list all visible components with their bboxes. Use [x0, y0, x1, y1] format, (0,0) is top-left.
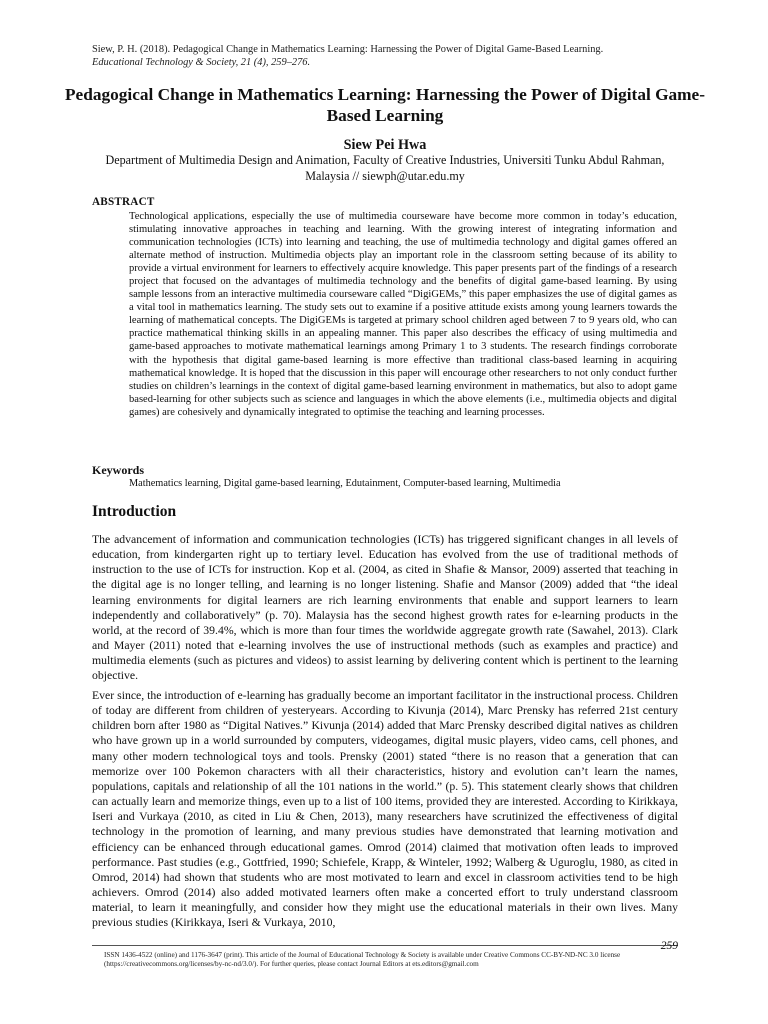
body-paragraph: The advancement of information and communication technologies (ICTs) has triggered significant changes in all levels of education, from kindergarten right up to tertiary level. Education has evolved from the use of traditional methods of instruction to the use of ICTs for instruction. Kop et al. (2004, as cited in Shafie & Mansor, 2009) asserted that teaching in the digital age is no longer telling, and learning is no longer listening. Shafie and Mansor (2009) added that “the ideal learning environments for digital learners are rich learning environments that enable and support learners to learn independently and collaboratively” (p. 70). Malaysia has the second highest growth rates for e-learning products in the world, at the record of 39.4%, which is more than four times the worldwide aggregate growth rate (Sawahel, 2013). Clark and Mayer (2011) noted that e-learning involves the use of instructional methods (such as examples and practice) and multimedia elements (such as pictures and videos) to assist learning by delivering content which is pertinent to the learning objective. [92, 533, 678, 683]
abstract-heading: ABSTRACT [92, 196, 155, 208]
citation-line: Siew, P. H. (2018). Pedagogical Change in Mathematics Learning: Harnessing the Power of Digital Game-Based Learning. [92, 44, 604, 55]
footer-divider [92, 945, 678, 946]
abstract-text: Technological applications, especially the use of multimedia courseware have become more common in today’s education, stimulating innovative approaches in teaching and learning. With the growing interest of integrating information and communication technologies (ICTs) into learning and teaching, the use of multimedia technology and digital games offered an alternate method of instruction. Multimedia objects play an important role in the classroom setting because of its ability to provide a virtual environment for learners to effectively acquire knowledge. This paper presents part of the findings of a research project that focused on the advantages of multimedia technology and the benefits of digital game-based learning. By using sample lessons from an interactive multimedia courseware called “DigiGEMs,” this paper emphasizes the use of digital games as a vital tool in mathematics learning. The study sets out to examine if a positive attitude exists among young learners towards the learning of mathematical concepts. The DigiGEMs is targeted at primary school children aged between 7 to 9 years old, who can practice mathematical thinking skills in an appealing manner. This paper also describes the efficacy of using multimedia and game-based approaches to motivate mathematical learnings among Primary 1 to 3 students. The research findings corroborate with the hypothesis that digital game-based learning is more effective than traditional class-based learning in acquiring mathematical knowledge. It is hoped that the discussion in this paper will encourage other researchers to not only conduct further studies on children’s learnings in the context of digital game-based learning environment in mathematics, but also to adopt game based-learning for other subjects such as science and languages in which the above elements (i.e., multimedia objects and digital games) are cohesively and dynamically integrated to optimise the teaching and learning processes. [129, 211, 677, 418]
paper-title: Pedagogical Change in Mathematics Learning: Harnessing the Power of Digital Game-Based Learning [65, 85, 705, 125]
author-affiliation: Department of Multimedia Design and Animation, Faculty of Creative Industries, Universiti Tunku Abdul Rahman, Malaysia // siewph@utar.edu.my [105, 153, 665, 183]
keywords-text: Mathematics learning, Digital game-based learning, Edutainment, Computer-based learning, Multimedia [129, 478, 561, 489]
body-paragraph: Ever since, the introduction of e-learning has gradually become an important facilitator in the instructional process. Children of today are different from children of yesteryears. According to Kivunja (2014), Marc Prensky has referred 21st century children born after 1980 as “Digital Natives.” Kivunja (2014) added that Marc Prensky described digital natives as children who have grown up in a world surrounded by computers, videogames, digital music players, video cams, cell phones, and many other modern technological toys and tools. Prensky (2001) stated “there is no reason that a generation that can memorize over 100 Pokemon characters with all their characteristics, history and evolution can’t learn the names, populations, capitals and relationship of all the 101 nations in the world.” (p. 5). This statement clearly shows that children can actually learn and memorize things, even up to a list of 100 items, provided they are interested. According to Kirikkaya, Iseri and Vurkaya (2010, as cited in Liu & Chen, 2013), many researchers have scrutinized the effectiveness of digital technology in the promotion of learning, and many previous studies have demonstrated that learning motivation and efficiency can be enhanced through educational games. Omrod (2014) claimed that motivation often leads to improved performance. Past studies (e.g., Gottfried, 1990; Schiefele, Krapp, & Winteler, 1992; Walberg & Uguroglu, 1980, as cited in Omrod, 2014) had shown that students who are most motivated to learn and excel in classroom activities tend to be high achievers. Omrod (2014) also added motivated learners often make a concerted effort to truly understand classroom material, to learn it meaningfully, and consider how they might use the educational materials in their own lives. Many previous studies (Kirikkaya, Iseri & Vurkaya, 2010, [92, 689, 679, 930]
journal-line: Educational Technology & Society, 21 (4), 259–276. [92, 57, 311, 68]
keywords-heading: Keywords [92, 463, 144, 477]
introduction-heading: Introduction [92, 503, 177, 520]
citation-header [92, 43, 692, 69]
page-number: 259 [660, 940, 678, 952]
license-footnote: ISSN 1436-4522 (online) and 1176-3647 (print). This article of the Journal of Educational Technology & Society is available under Creative Commons CC-BY-ND-NC 3.0 license (https://creativecommons.org/licenses/by-nc-nd/3.0/). For further queries, please contact Journal Editors at ets.editors@gmail.com [104, 951, 621, 969]
author-name: Siew Pei Hwa [343, 137, 427, 153]
